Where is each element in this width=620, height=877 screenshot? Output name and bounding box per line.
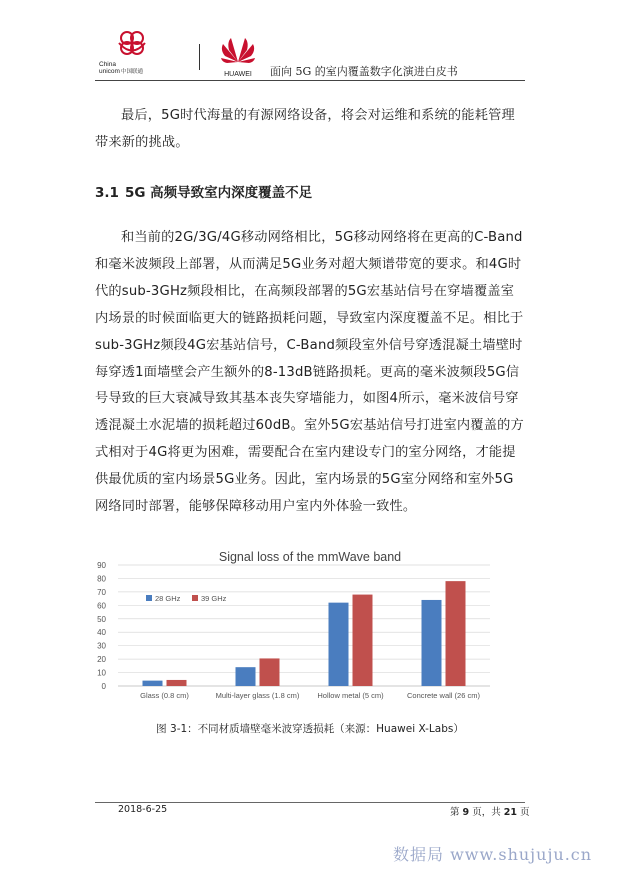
bar-39-ghz	[260, 658, 280, 686]
bar-39-ghz	[446, 581, 466, 686]
bar-28-ghz	[422, 600, 442, 686]
section-title: 5G 高频导致室内深度覆盖不足	[125, 185, 313, 201]
y-tick-label: 0	[101, 682, 106, 691]
y-tick-label: 90	[97, 561, 106, 570]
header-rule	[95, 80, 525, 81]
x-tick-label: Concrete wall (26 cm)	[407, 691, 480, 700]
brand-hw: HUAWEI	[224, 71, 252, 78]
y-tick-label: 50	[97, 614, 106, 624]
x-tick-label: Multi-layer glass (1.8 cm)	[215, 691, 300, 700]
footer-rule	[95, 802, 525, 803]
chart-title: Signal loss of the mmWave band	[218, 550, 402, 564]
legend-swatch	[146, 595, 152, 601]
x-tick-label: Hollow metal (5 cm)	[317, 691, 384, 700]
brand-cu-en-1: China	[99, 61, 116, 68]
page-prefix: 第	[450, 807, 460, 818]
bar-28-ghz	[329, 603, 349, 686]
paragraph-2: 和当前的2G/3G/4G移动网络相比，5G移动网络将在更高的C-Band和毫米波频段上部署，从而满足5G业务对超大频谱带宽的要求。和4G时代的sub-3GHz频段相比，在高频段部署的5G宏基站信号在穿墙覆盖室内场景的时候面临更大的链路损耗问题，导致室内深度覆盖不足。相比于sub-3GHz频段4G宏基站信号，C-Band频段室外信号穿透混凝土墙壁时每穿透1面墙壁会产生额外的8-13dB链路损耗。更高的毫米波频段5G信号导致的巨大衰减导致其基本丧失穿墙能力，如图4所示，毫米波信号穿透混凝土水泥墙的损耗超过60dB。室外5G宏基站信号打进室内覆盖的方式相对于4G将更为困难，需要配合在室内建设专门的室分网络，才能提供最优质的室内场景5G业务。因此，室内场景的5G室分网络和室外5G网络同时部署，能够保障移动用户室内外体验一致性。	[95, 230, 524, 515]
legend-label: 28 GHz	[155, 594, 181, 603]
y-tick-label: 40	[97, 628, 106, 638]
bar-28-ghz	[236, 667, 256, 686]
header-divider	[199, 44, 200, 70]
footer-date: 2018-6-25	[118, 804, 168, 815]
huawei-logo	[213, 32, 263, 78]
y-tick-label: 30	[97, 641, 106, 651]
signal-loss-chart	[90, 545, 530, 710]
brand-cu-cn: 中国联通	[121, 69, 144, 75]
document-title: 面向 5G 的室内覆盖数字化演进白皮书	[270, 65, 458, 78]
y-tick-label: 10	[97, 668, 106, 678]
paragraph-1: 最后，5G时代海量的有源网络设备，将会对运维和系统的能耗管理带来新的挑战。	[95, 108, 515, 150]
figure-caption: 图 3-1：不同材质墙壁毫米波穿透损耗（来源：Huawei X-Labs）	[156, 723, 464, 735]
page-suffix: 页	[520, 807, 530, 818]
page-header	[95, 28, 525, 84]
legend-label: 39 GHz	[201, 594, 227, 603]
x-tick-label: Glass (0.8 cm)	[140, 691, 189, 700]
page-mid: 页，共	[472, 807, 501, 818]
y-tick-label: 20	[97, 655, 106, 665]
watermark-text: 数据局 www.shujuju.cn	[393, 845, 593, 864]
page-current: 9	[462, 807, 470, 818]
bar-39-ghz	[353, 595, 373, 686]
section-heading	[95, 181, 312, 201]
y-tick-label: 60	[97, 601, 106, 611]
y-tick-label: 70	[97, 587, 106, 597]
page-number	[450, 804, 530, 818]
bar-39-ghz	[167, 680, 187, 686]
bar-28-ghz	[143, 681, 163, 686]
section-number: 3.1	[95, 185, 119, 201]
china-unicom-logo	[97, 28, 167, 78]
y-tick-label: 80	[97, 574, 106, 584]
legend-swatch	[192, 595, 198, 601]
page-total: 21	[503, 807, 517, 818]
brand-cu-en-2: unicom	[99, 68, 120, 75]
